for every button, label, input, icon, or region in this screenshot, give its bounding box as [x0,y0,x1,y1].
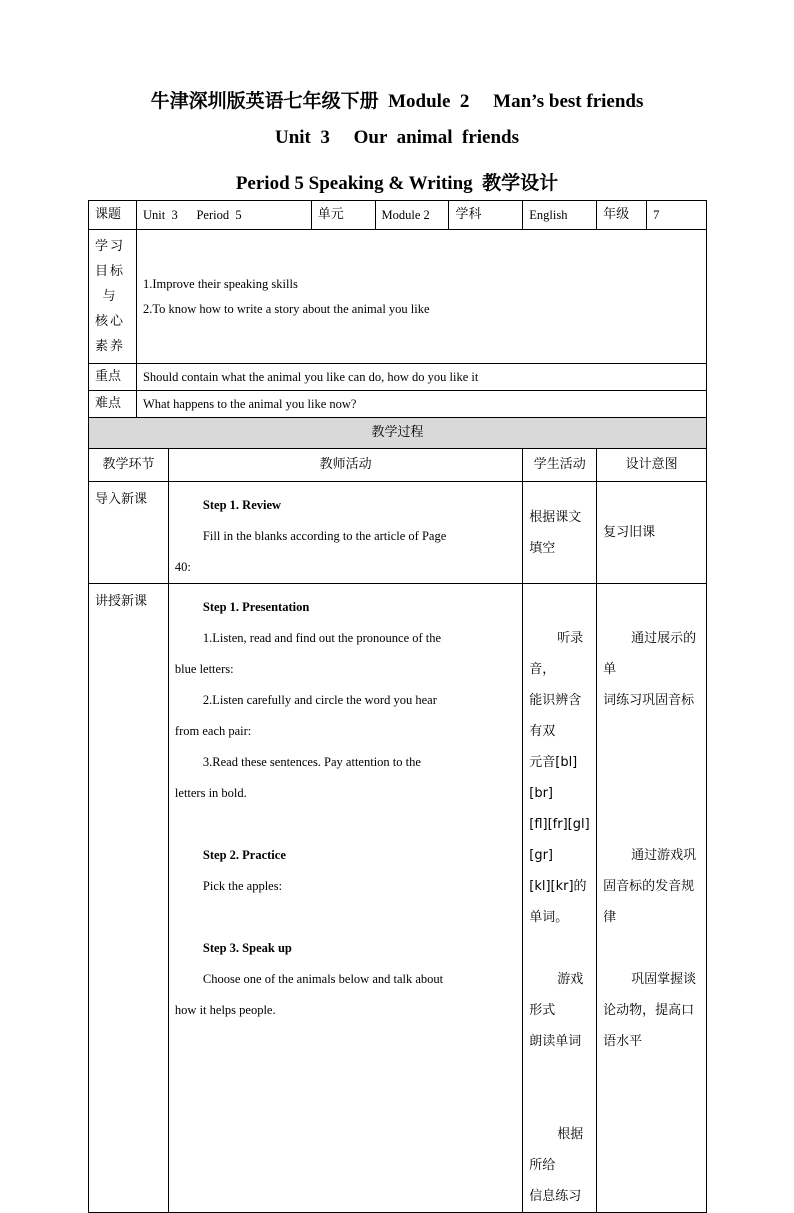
topic-label: 课题 [89,201,137,230]
difficulty-text: What happens to the animal you like now? [136,391,706,418]
intro-student: 根据课文填空 [523,482,597,584]
objectives-label: 学习 目标 与 核心 素养 [89,230,137,364]
intro-stage: 导入新课 [89,482,169,584]
key-point-row [89,364,707,391]
objective-item: 1.Improve their speaking skills [142,276,298,291]
intro-intent: 复习旧课 [597,482,707,584]
key-point-text: Should contain what the animal you like can do, how do you like it [136,364,706,391]
grade-value: 7 [647,201,707,230]
process-title: 教学过程 [89,418,707,449]
info-row [89,201,707,230]
col-intent: 设计意图 [597,449,707,482]
new-stage: 讲授新课 [89,584,169,1213]
lesson-plan-table [88,200,707,1213]
intro-row [89,482,707,584]
process-header-row [89,449,707,482]
intro-teacher: Step 1. Review Fill in the blanks according to the article of Page 40: [168,482,522,584]
objectives-row [89,230,707,364]
unit-label: 单元 [311,201,375,230]
unit-value: Module 2 [375,201,449,230]
objective-item: 2.To know how to write a story about the animal you like [142,301,430,316]
col-student: 学生活动 [523,449,597,482]
subject-label: 学科 [449,201,523,230]
new-student: 听录音， 能识辨含有双 元音[bl] [br] [fl][fr][gl][gr] [kl][kr]的单词。 游戏形式 朗读单词 根据所给 信息练习 [523,584,597,1213]
process-title-row [89,418,707,449]
new-intent: 通过展示的单 词练习巩固音标 通过游戏巩 固音标的发音规 律 巩固掌握谈 论动物，提高口 语水平 [597,584,707,1213]
objectives-content [136,230,706,364]
difficulty-row [89,391,707,418]
doc-title-line2: Unit 3 Our animal friends [274,127,520,148]
grade-label: 年级 [597,201,647,230]
doc-title-line3: Period 5 Speaking & Writing 教学设计 [235,173,559,194]
difficulty-label: 难点 [89,391,137,418]
doc-title-line1: 牛津深圳版英语七年级下册 Module 2 Man’s best friends [150,91,644,112]
new-lesson-row [89,584,707,1213]
key-point-label: 重点 [89,364,137,391]
col-teacher: 教师活动 [168,449,522,482]
col-stage: 教学环节 [89,449,169,482]
subject-value: English [523,201,597,230]
new-teacher: Step 1. Presentation 1.Listen, read and find out the pronounce of the blue letters: 2.Listen carefully and circle the word you hear from each pair: 3.Read these sentences. Pay attention to the letters in bold. Step 2. Practice Pick the apples: Step 3. Speak up Choose one of the animals below and talk about how it helps people. [168,584,522,1213]
topic-value: Unit 3 Period 5 [136,201,311,230]
